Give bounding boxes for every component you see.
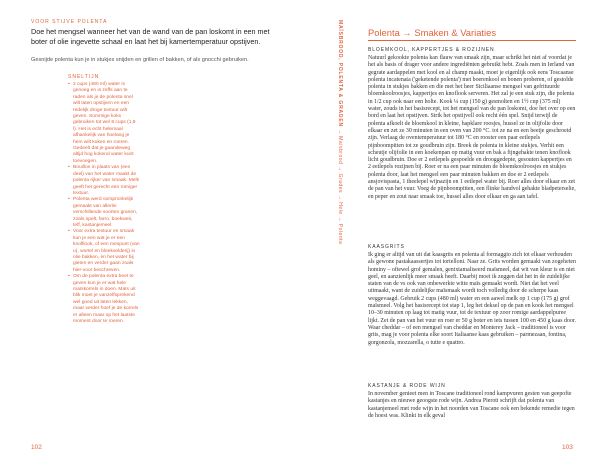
section-heading: KAASGRITS	[368, 244, 405, 250]
tip-item: • 2 cups (480 ml) water is genoeg en is zeffs aan te raden als je de polenta snel wilt laten opstijven en een redelijk droge textuur wilt geven. Sommige koks gebruiken tot wel 8 cups (1,9 l). Het is echt helemaal afhankelijk van hoelang je hem wilt koken en roeren. Gedeelt dat je gaandeweg altijd hog kokend water kunt toevoegen.	[68, 82, 140, 165]
tip-item: • Bouillon in plaats van (een deel) van het water maakt de polenta rijker van smaak. Melk geeft het gerecht een romiger textuur.	[68, 165, 140, 197]
section-kaasgrits	[368, 244, 576, 347]
firm-polenta-text: Doe het mengsel wanneer het van de wand van de pan loskomt in een met boter of olie ingevette schaal en laat het bij kamertemperatuur opstijven.	[31, 27, 270, 46]
page-number-left: 102	[31, 444, 42, 451]
tip-item: • Polenta werd oorspronkelijk gemaakt van allerlei verschillende soorten granen, zoals spelt, farro, boekweit, teff, kastanjemeel.	[68, 197, 140, 229]
page-number-right: 103	[562, 444, 573, 451]
tip-item: • Om de polenta extra beet te geven kun je er wat hele maïskorrels in doen. Maïs uit blik moet je vanzelfsprekend wel goed uit laten lekken, maar verder hoef je de korrels er alleen maar op het laatste moment door te roeren.	[68, 274, 140, 325]
firm-polenta-heading: VOOR STIJVE POLENTA	[31, 19, 108, 25]
tips-box	[68, 74, 140, 325]
running-head-path: → Maïsbrood → Grades → Hele → Polenta	[337, 128, 343, 245]
running-head-bold: MAÏSBROOD, POLENTA & GRADEN	[337, 20, 343, 127]
page-title: Polenta → Smaken & Variaties	[368, 27, 497, 38]
section-bloemkool	[368, 47, 576, 201]
section-body: Natuurl gekookte polenta kan flauw van smaak zijn, maar schrikt het niet af voordat je het als basis of drager voor andere ingrediënten gebruikt hebt. Zoals men in Ierland van gegrate aardappelen met kool en al champ maakt, moet je eigenlijk ook eens Toscaanse polenta incatenata ('geketende polenta') met boerenkool en bonen proberen, of gestolde polenta in stukjes bakken en die met het heer Siciliaanse mengsel van gefrituurde bloemkoolroosjes, kappertjes en knoflook serveren. Het zal je een stuk zijn, die polenta in 1/2 cup ook naar een holte. Kook ¼ cup (150 g) gesmolten en 1½ cup (375 ml) water, zouds in het basisrecept, tot het mengsel van de pan loskomt, doe het over op een bord en laat het opstijven. Strik het opstijvell ook recht één spel. Snijd terwijl de polenta afkoelt de bloemkool in kleine, hapklare roosjes, hussel ze in olijfolie door elkaar en zet ze 30 minuten in een oven van 200 °C. tot ze na en een beetje geschroeid zijn. Verlaag de oventemperatuur tot 180 °C en rooster een paar eetlepels pijnboompitten tot ze goudbruin zijn. Breek de polenta in kleine stukjes. Verhit een scheutje olijfolie in een koekenpan op matig vuur en bak a fijngehakte tenen knoflook licht goudbruin. Doe er 2 eetlepels gespoelde en drooggedepte, gesouten kappertjes en 2 eetlepels rozijnen bij. Roer er na een paar minuten de bloemkoolroosjes en stukjes polenta door, laat het mengsel een paar minuten bakken en doe er 2 eetlepels ansjovispasta, 1 theelepel wijnazijn en 1 eetlepel water bij. Roer alles door elkaar en zet de pan van het vuur. Voeg de pijnboompitten, een flinke handvol gehakte bladpeterselie, en peper en zout naar smaak toe, hussel alles door elkaar en ga aan tafel.	[368, 55, 576, 200]
section-heading: KASTANJE & RODE WIJN	[368, 383, 446, 389]
running-head	[336, 20, 344, 280]
section-kastanje	[368, 383, 576, 420]
tip-item: • Voor extra textuur en smaak kun je een wat je er een knofllook, of een mespunt (van u), wortel en bleekselderij) in olie bakken, en het water bij gieten en verder gaan zoals hier-voor beschreven.	[68, 229, 140, 274]
tips-list	[68, 82, 140, 325]
section-heading: BLOEMKOOL, KAPPERTJES & ROZIJNEN	[368, 47, 495, 53]
section-body: In november genieet men in Toscane traditioneel rond kampvuren gesten van geepofte kastanjes en nieuwe geoogste rode wijn. Andrea Pieroti schrijft dat polenta van kastanjemeel met rode wijn in het noorden van Toscane ook een bekende remedie tegen de hoest was. Klinkt in elk geval	[368, 391, 575, 419]
title-divider	[368, 40, 576, 41]
firm-polenta-note: Gesnijde polenta kun je in stukjes snijden en grillen of bakken, of als gnocchi gebruiken.	[31, 57, 249, 63]
section-body: Ik ging er altijd van uit dat kaasgrits en polenta al formaggio zich tot elkaar verhouden als gewone pastakaassertjes tot tortelloni. Naar ze. Grits worden gemaakt van zogeheten hominy – oftewel grof gemalen, genixtamaliseerd maïsmeel, dat wit van kleur is en niet geel, en aanzienlijk meer smaak heeft. Daarbij moet ik zeggen dat het in de zuidelijke staten van de vs ook van onbewerkte witte maïs gemaakt wordt. Niet dat het veel uitmaakt, want de zuidelijke maïsmaak wordt toch volledig door de scherpe kaas weggevaagd. Gebruik 2 cups (480 ml) water en een aawel melk op 1 cup (175 g) grof maïsmeel. Volg het basisrecept tot stap 1, leg het deksel op de pan en kook het mengsel 10–30 minuten op laag tot matig vuur, tot de textuur op zoor romige aardappelpuree lijkt. Zet de pan van het vuur en roer er 50 g boter en iets tussen 100 en 450 g kaas door. Waar cheddar – of een mengsel van cheddar en Monterey Jack – traditioneel is voor grits, mag je voor polenta elke soort Italiaanse kaas gebruiken – parmezaan, fontina, gorgonzola, mozzarella, o tutte e quattro.	[368, 252, 576, 346]
tips-heading: SNELTIJN	[68, 74, 100, 80]
